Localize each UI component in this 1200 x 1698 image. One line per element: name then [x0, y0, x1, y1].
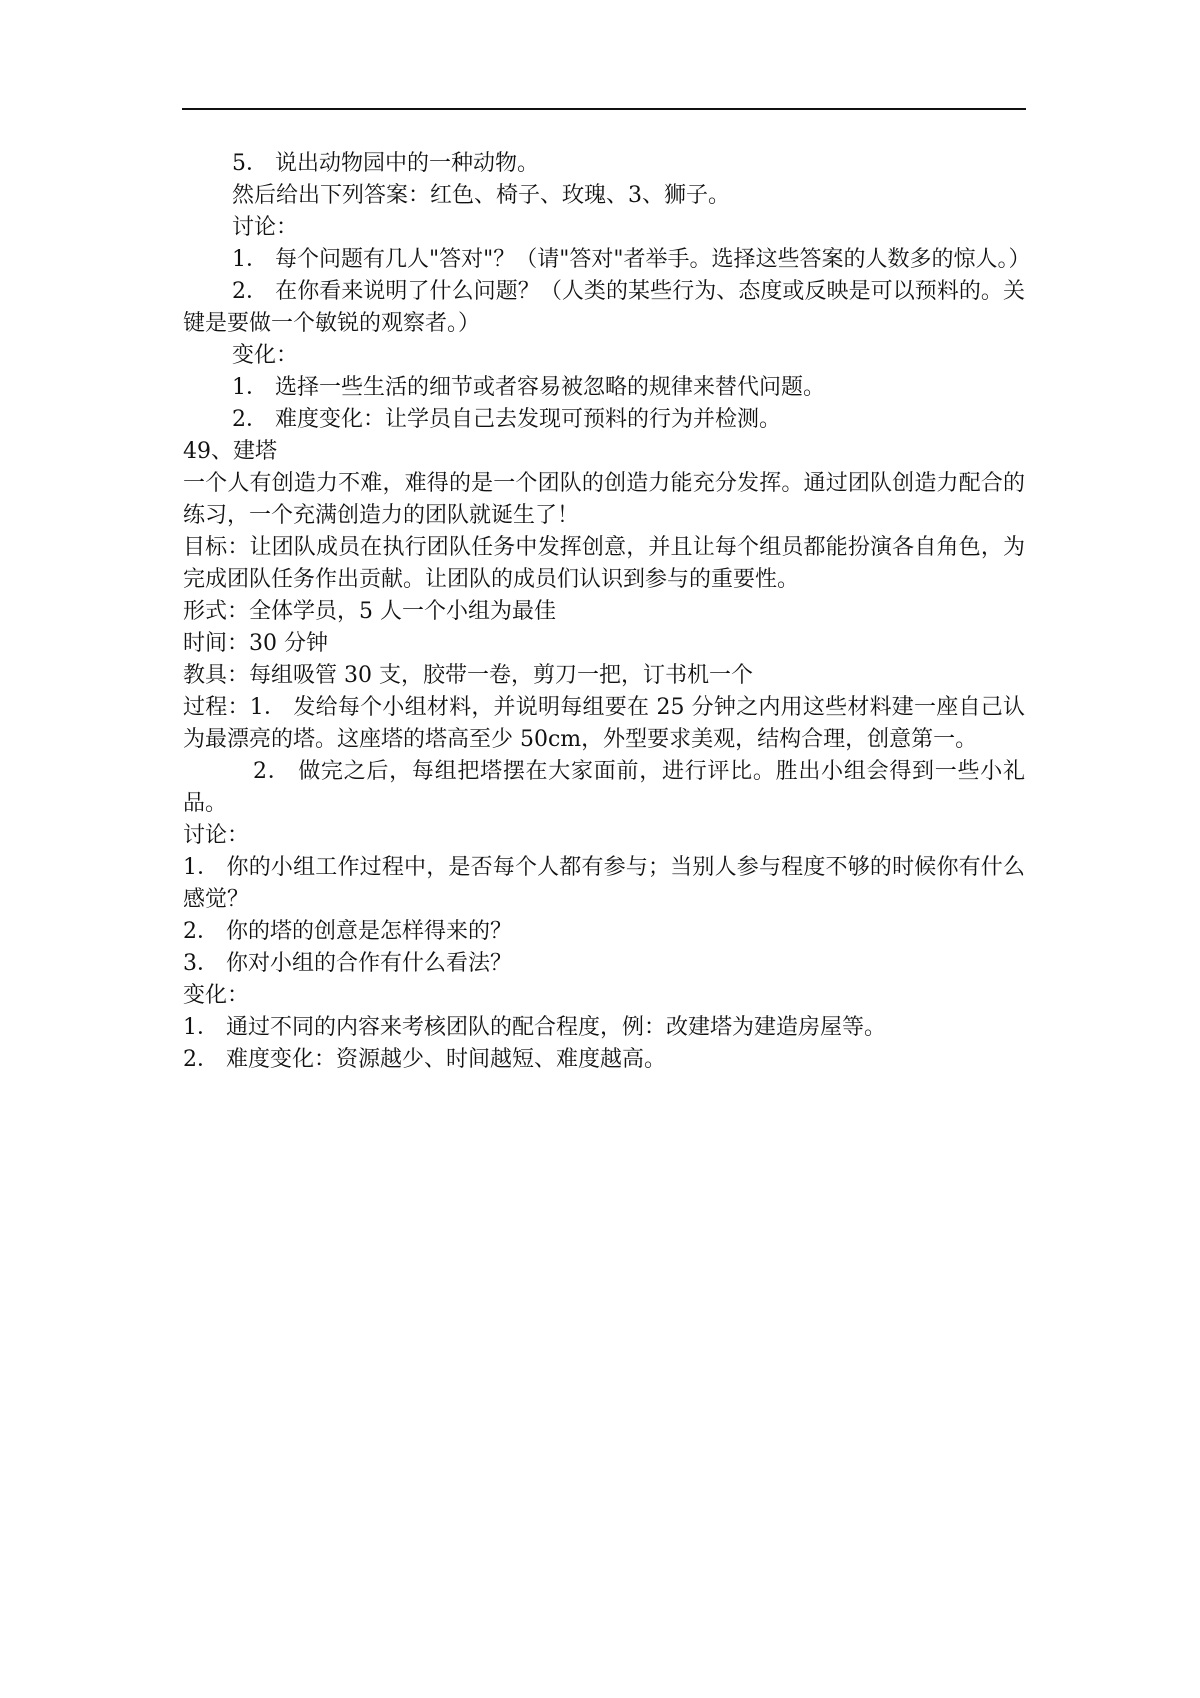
- section-intro: 一个人有创造力不难，难得的是一个团队的创造力能充分发挥。通过团队创造力配合的练习，一个充满创造力的团队就诞生了！: [183, 471, 1025, 528]
- discussion-item: 3． 你对小组的合作有什么看法？: [183, 951, 512, 976]
- variation-item: 1． 通过不同的内容来考核团队的配合程度，例：改建塔为建造房屋等。: [183, 1015, 886, 1040]
- discussion-item: 2． 你的塔的创意是怎样得来的？: [183, 919, 512, 944]
- section-title: 49、建塔: [183, 439, 277, 464]
- document-body: [183, 148, 1031, 1076]
- variation-heading: 变化：: [183, 983, 250, 1008]
- format-line: 形式：全体学员，5 人一个小组为最佳: [183, 599, 556, 624]
- discussion-heading: 讨论：: [183, 823, 250, 848]
- goal-paragraph: 目标：让团队成员在执行团队任务中发挥创意，并且让每个组员都能扮演各自角色，为完成团队任务作出贡献。让团队的成员们认识到参与的重要性。: [183, 535, 1025, 592]
- discussion-item: 2． 在你看来说明了什么问题？（人类的某些行为、态度或反映是可以预料的。关键是要做一个敏锐的观察者。）: [183, 279, 1025, 336]
- process-step-1: 过程：1． 发给每个小组材料，并说明每组要在 25 分钟之内用这些材料建一座自己认为最漂亮的塔。这座塔的塔高至少 50cm，外型要求美观，结构合理，创意第一。: [183, 695, 1025, 752]
- question-5: 5． 说出动物园中的一种动物。: [232, 151, 539, 176]
- process-step-2: 2． 做完之后，每组把塔摆在大家面前，进行评比。胜出小组会得到一些小礼品。: [183, 759, 1025, 816]
- discussion-item: 1． 每个问题有几人"答对"？（请"答对"者举手。选择这些答案的人数多的惊人。）: [232, 247, 1031, 272]
- discussion-item: 1． 你的小组工作过程中，是否每个人都有参与；当别人参与程度不够的时候你有什么感觉？: [183, 855, 1025, 912]
- answers-line: 然后给出下列答案：红色、椅子、玫瑰、3、狮子。: [232, 183, 730, 208]
- materials-line: 教具：每组吸管 30 支，胶带一卷，剪刀一把，订书机一个: [183, 663, 753, 688]
- header-rule: [182, 108, 1026, 110]
- variation-heading: 变化：: [232, 343, 299, 368]
- variation-item: 2． 难度变化：让学员自己去发现可预料的行为并检测。: [232, 407, 781, 432]
- time-line: 时间：30 分钟: [183, 631, 328, 656]
- discussion-heading: 讨论：: [232, 215, 299, 240]
- variation-item: 2． 难度变化：资源越少、时间越短、难度越高。: [183, 1047, 666, 1072]
- variation-item: 1． 选择一些生活的细节或者容易被忽略的规律来替代问题。: [232, 375, 825, 400]
